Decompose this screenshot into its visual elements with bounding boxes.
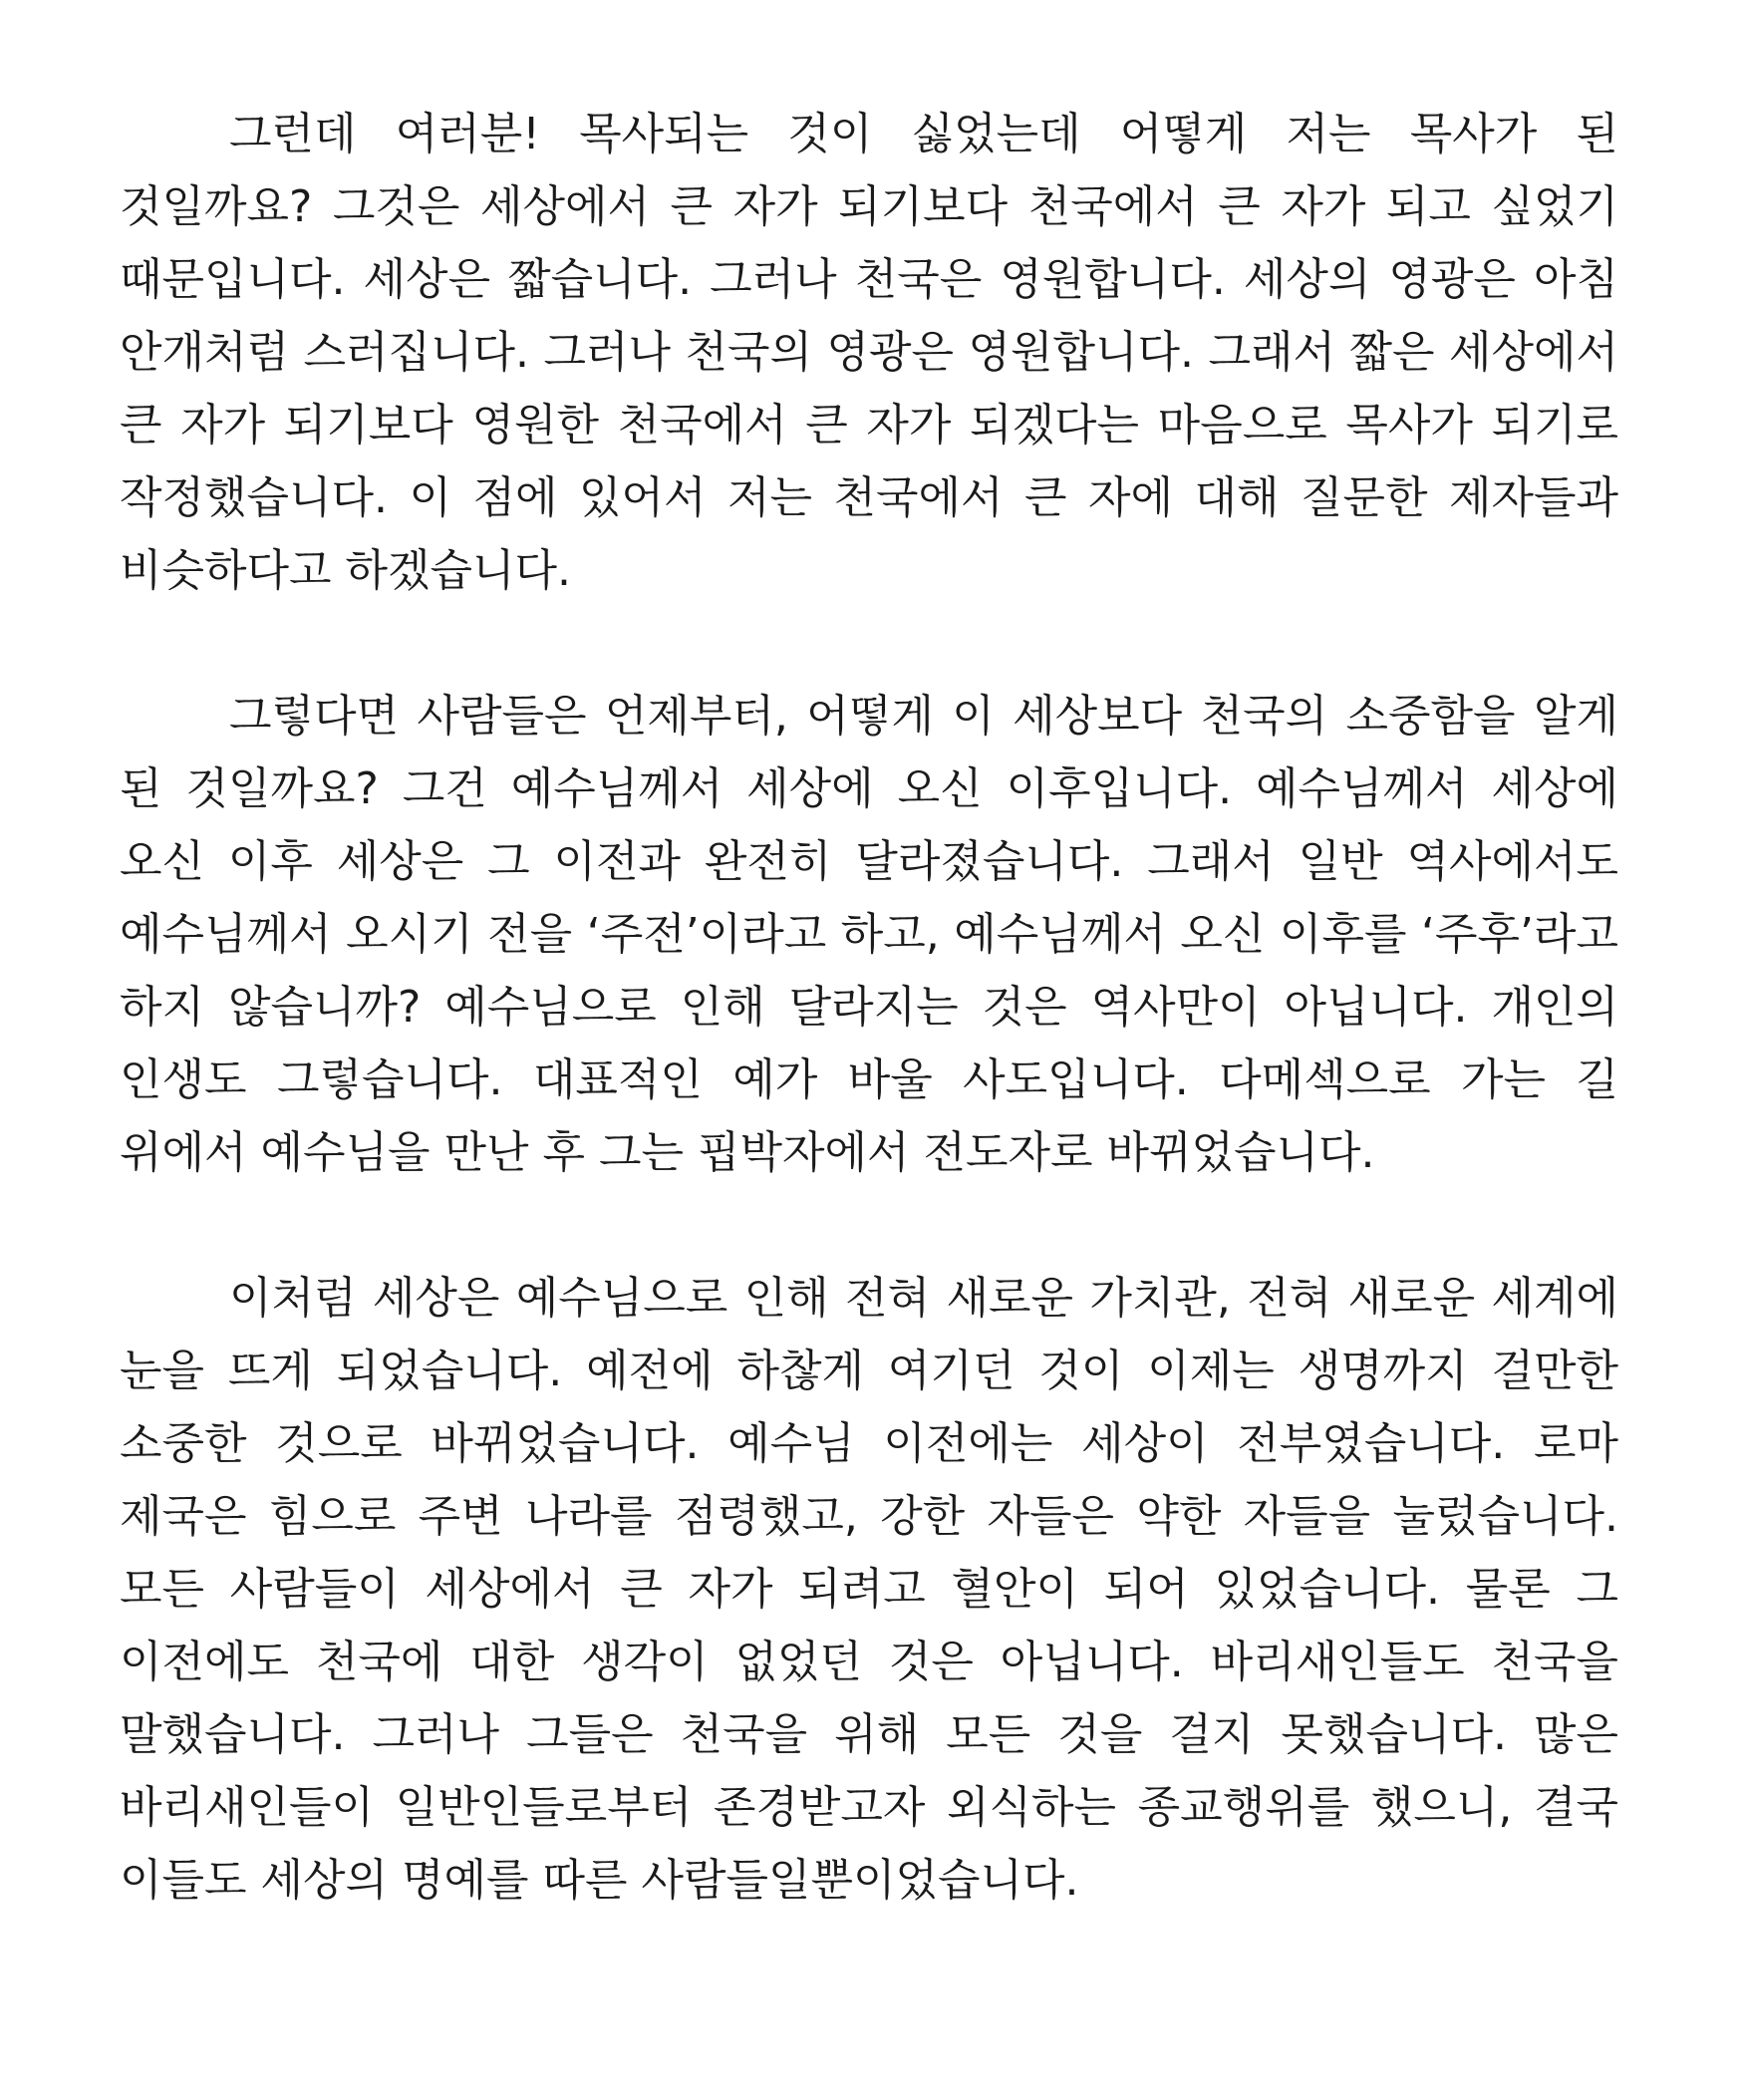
paragraph-2: 그렇다면 사람들은 언제부터, 어떻게 이 세상보다 천국의 소중함을 알게 된 것일까요? 그건 예수님께서 세상에 오신 이후입니다. 예수님께서 세상에 오신 이후 세상은 그 이전과 완전히 달라졌습니다. 그래서 일반 역사에서도 예수님께서 오시기 전을 ‘주전’이라고 하고, 예수님께서 오신 이후를 ‘주후’라고 하지 않습니까? 예수님으로 인해 달라지는 것은 역사만이 아닙니다. 개인의 인생도 그렇습니다. 대표적인 예가 바울 사도입니다. 다메섹으로 가는 길 위에서 예수님을 만난 후 그는 핍박자에서 전도자로 바뀌었습니다. (120, 691, 1618, 1178)
paragraph-1: 그런데 여러분! 목사되는 것이 싫었는데 어떻게 저는 목사가 된 것일까요? 그것은 세상에서 큰 자가 되기보다 천국에서 큰 자가 되고 싶었기 때문입니다. 세상은 짧습니다. 그러나 천국은 영원합니다. 세상의 영광은 아침 안개처럼 스러집니다. 그러나 천국의 영광은 영원합니다. 그래서 짧은 세상에서 큰 자가 되기보다 영원한 천국에서 큰 자가 되겠다는 마음으로 목사가 되기로 작정했습니다. 이 점에 있어서 저는 천국에서 큰 자에 대해 질문한 제자들과 비슷하다고 하겠습니다. (120, 109, 1618, 596)
paragraph-3: 이처럼 세상은 예수님으로 인해 전혀 새로운 가치관, 전혀 새로운 세계에 눈을 뜨게 되었습니다. 예전에 하찮게 여기던 것이 이제는 생명까지 걸만한 소중한 것으로 바뀌었습니다. 예수님 이전에는 세상이 전부였습니다. 로마 제국은 힘으로 주변 나라를 점령했고, 강한 자들은 약한 자들을 눌렀습니다. 모든 사람들이 세상에서 큰 자가 되려고 혈안이 되어 있었습니다. 물론 그 이전에도 천국에 대한 생각이 없었던 것은 아닙니다. 바리새인들도 천국을 말했습니다. 그러나 그들은 천국을 위해 모든 것을 걸지 못했습니다. 많은 바리새인들이 일반인들로부터 존경받고자 외식하는 종교행위를 했으니, 결국 이들도 세상의 명예를 따른 사람들일뿐이었습니다. (120, 1273, 1618, 1906)
document-page (120, 98, 1618, 1917)
